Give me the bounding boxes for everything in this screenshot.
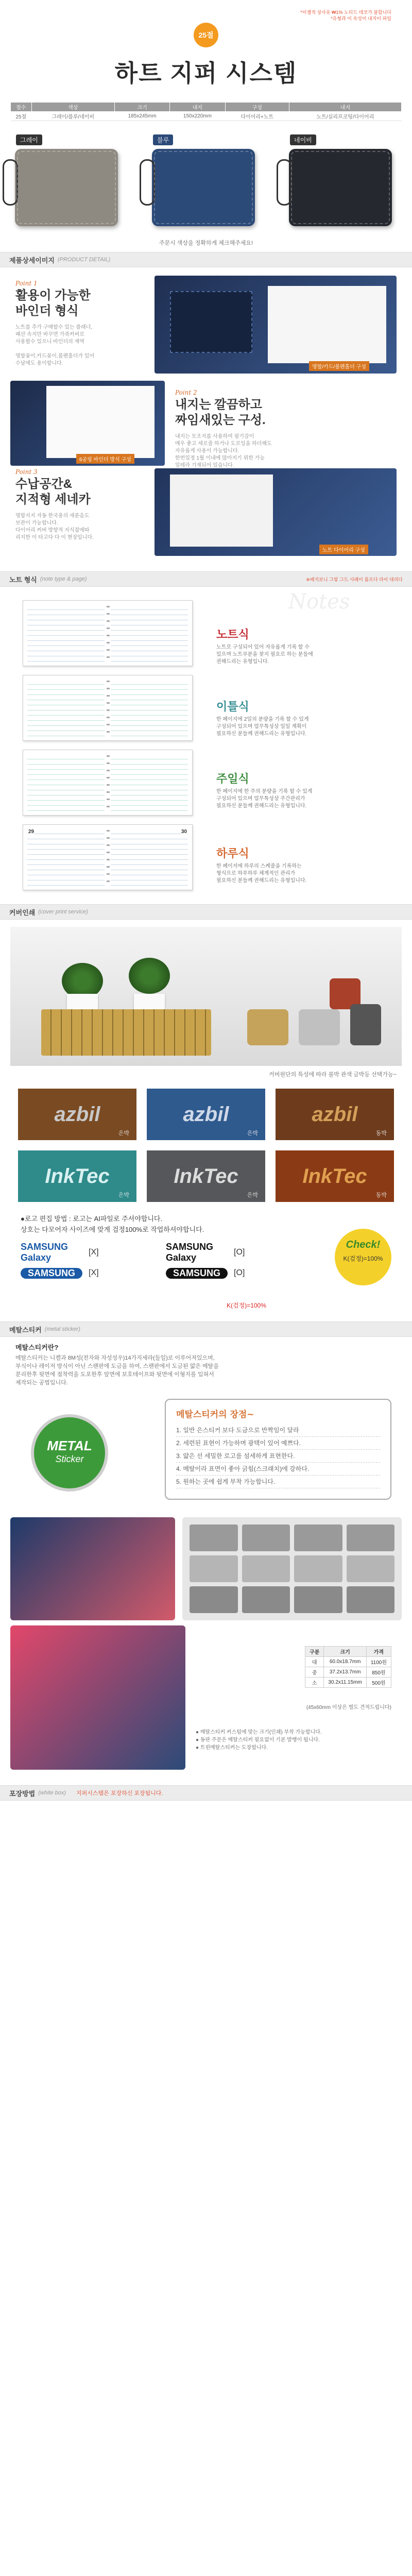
note-type-title: 노트식 xyxy=(216,628,249,641)
advantage-item: 2. 세련된 표현이 가능하며 광택이 있어 예쁘다. xyxy=(176,1437,380,1450)
metal-intro-title: 메탈스티커란? xyxy=(15,1344,59,1351)
two-day-page-sample xyxy=(23,675,193,741)
advantage-item: 4. 메탈이라 표면이 좋아 긁힘(스크래치)에 강하다. xyxy=(176,1463,380,1476)
note-type-desc: 노트로 구성되어 있어 자유롭게 기록 할 수 있으며 노트부분을 찾지 필요로 하는 분들에 권해드리는 유형입니다. xyxy=(216,645,313,665)
spec-header: 크기 xyxy=(115,103,170,112)
binder-image xyxy=(152,149,255,226)
color-options xyxy=(0,134,412,232)
logo-right: SAMSUNG Galaxy xyxy=(166,1242,214,1263)
table-header: 구분 xyxy=(305,1647,324,1657)
point-title: 수납공간& 지적형 세네카 xyxy=(15,477,91,506)
swatch-name: 은박 xyxy=(118,1192,129,1198)
point-label: Point 3 xyxy=(15,468,38,476)
point-desc: 노트를 추가 구매할수 있는 플래너, 패샨 속지만 바꾸면 가죽커버로 사용할수 있으니 바인더의 재역 명함꽂이,카드꽂이,볼펜홀더가 있어 수납에도 용이합니다. xyxy=(15,325,95,366)
note-type-item xyxy=(216,845,381,885)
metal-badge-text: METAL xyxy=(47,1438,92,1453)
check-badge-title: Check! xyxy=(346,1239,381,1250)
swatch-text: InkTec xyxy=(302,1164,367,1188)
notes-right-note: ※페지보니 그렇 그드 사례이 폼프다 라이 대리다 xyxy=(306,577,403,582)
check-badge xyxy=(335,1229,391,1285)
binder-image xyxy=(289,149,392,226)
table-cell: 850원 xyxy=(366,1667,391,1677)
metal-photo xyxy=(10,1517,175,1620)
logo-mark: [O] xyxy=(234,1248,245,1257)
swatch-silver xyxy=(147,1089,265,1140)
note-type-desc: 한 페이지에 하루의 스케줄을 기록하는 형식으로 하루하루 체계적인 관리가 필요하신 분들께 권해드리는 유형입니다. xyxy=(216,863,307,884)
section-subtitle: (note type & page) xyxy=(40,576,87,582)
note-type-title: 하루식 xyxy=(216,847,249,860)
table-cell: 60.0x18.7mm xyxy=(324,1657,366,1667)
photo-note: ● 메탈스티커 커스텀에 맞는 크기(인쇄) 부착 가능합니다. xyxy=(196,1730,322,1735)
color-option-gray[interactable] xyxy=(5,134,133,232)
point-label: Point 1 xyxy=(15,280,38,287)
section-title: 메탈스티커 xyxy=(9,1326,42,1334)
logo-note: ●로고 편집 방법 : 로고는 AI파일로 주셔야합니다. xyxy=(21,1215,163,1223)
advantage-item: 1. 일반 은스티커 보다 도금으로 반짝임이 달라 xyxy=(176,1424,380,1437)
notes-watermark: Notes xyxy=(288,590,350,614)
note-type-title: 주일식 xyxy=(216,772,249,785)
swatch-name: 동박 xyxy=(375,1130,387,1137)
section-title: 포장방법 xyxy=(9,1789,36,1798)
spec-header: 내지 xyxy=(170,103,225,112)
photo-tag: 명함/카드/볼펜홀더 구성 xyxy=(309,361,369,371)
swatch-copper xyxy=(276,1089,394,1140)
table-cell: 500원 xyxy=(366,1677,391,1688)
packing-note: 지퍼시스템은 포장하신 포장됩니다. xyxy=(76,1790,163,1797)
spec-table xyxy=(10,102,402,121)
logo-right: SAMSUNG xyxy=(166,1268,228,1279)
binder-metal-photo xyxy=(10,1625,185,1770)
page-number: 29 xyxy=(28,829,35,835)
packing-section-bar xyxy=(0,1785,412,1801)
point-3 xyxy=(15,468,144,541)
photo-note: ● 동판 주문은 메탈스티커 필요없이 기본 발행이 됩니다. xyxy=(196,1737,320,1743)
note-page-sample xyxy=(23,600,193,666)
metal-photo-notes xyxy=(196,1728,322,1752)
point-desc: 명함지지 자동 한국용의 세룬음도 보관이 가능합니다. 다이어리 커버 방향적 지식잡에따 리지한 이 타고다 다 이 현장입니다. xyxy=(15,513,94,540)
swatch-name: 은박 xyxy=(118,1130,129,1137)
swatch-name: 은박 xyxy=(247,1130,258,1137)
color-label: 그레이 xyxy=(16,134,42,145)
note-type-desc: 한 페이지에 2일의 분량을 기록 할 수 있게 구성되어 있으며 업무특성상 일일 계획이 필요하신 분들께 권해드리는 유형입니다. xyxy=(216,717,309,737)
swatch-name: 동박 xyxy=(375,1192,387,1198)
note-type-item xyxy=(216,698,381,738)
detail-section xyxy=(0,273,412,566)
size-price-table xyxy=(305,1646,391,1688)
photo-tag: 노트 다이어리 구성 xyxy=(319,545,368,554)
foil-stamp-photo xyxy=(10,927,402,1066)
point-title: 활용이 가능한 바인더 형식 xyxy=(15,289,91,318)
table-cell: 1100원 xyxy=(366,1657,391,1667)
table-header: 크기 xyxy=(324,1647,366,1657)
section-title: 커버인쇄 xyxy=(9,908,36,917)
weekly-page-sample xyxy=(23,750,193,816)
note-type-title: 이틀식 xyxy=(216,700,249,713)
spec-header: 절수 xyxy=(11,103,32,112)
spec-header: 구성 xyxy=(225,103,289,112)
table-cell: 중 xyxy=(305,1667,324,1677)
card-title: 메탈스티커의 장점~ xyxy=(176,1410,254,1420)
spec-value: 25절 xyxy=(11,112,32,121)
metal-photos xyxy=(10,1517,402,1620)
point-1 xyxy=(15,280,144,367)
metal-sample-grid xyxy=(182,1517,402,1620)
section-title: 노트 형식 xyxy=(9,575,37,584)
table-cell: 대 xyxy=(305,1657,324,1667)
daily-page-sample xyxy=(23,824,193,890)
notes-section-bar xyxy=(0,571,412,587)
swatch-text: InkTec xyxy=(174,1164,238,1188)
point-desc: 내지는 모조지를 사용하여 필기감이 매우 좋고 세로줄 하거나 도로잉을 하더해도 자유롭게 사용이 가능합니다. 한번일정 1월 이내에 많아지기 위한 가능 일테라 기재되어 있습니다. xyxy=(175,434,272,468)
table-cell: 30.2x11.15mm xyxy=(324,1677,366,1688)
metal-intro xyxy=(0,1337,412,1392)
logo-mark: [X] xyxy=(89,1268,99,1277)
section-subtitle: (PRODUCT DETAIL) xyxy=(57,257,111,263)
photo-tag: 6공링 바인더 방식 구성 xyxy=(76,454,134,464)
advantage-item: 3. 얇은 선 세밀한 로고를 섬세하게 표현한다. xyxy=(176,1450,380,1463)
logo-mark: [O] xyxy=(234,1268,245,1277)
metal-section-bar xyxy=(0,1321,412,1337)
section-subtitle: (cover print service) xyxy=(38,909,88,915)
section-subtitle: (metal sticker) xyxy=(44,1326,80,1332)
swatch-text: azbil xyxy=(54,1103,100,1126)
black-note: K(검정)=100% xyxy=(227,1302,266,1309)
cover-caption: 커버원단의 특성에 따라 불박 관색 금박등 선택가능~ xyxy=(269,1072,397,1078)
top-note xyxy=(268,9,391,22)
logo-note: 상호는 다모어자 사이즈에 맞게 검정100%로 작업하셔야합니다. xyxy=(21,1226,204,1233)
metal-intro-desc: 메탈스티커는 니켈과 8M성(전자와 자성성우)14가지세라(들일)로 이루어져있으며, 부식이나 레이저 방식이 아닌 스팬판에 도금을 하여, 스팬판에서 도금된 얇은 메탈을 분리한후 뒷면에 점착력을 도포한후 앞면에 보호테이프와 뒷면에 이형지를 입혀서 제작되는 공법입니다. xyxy=(15,1355,219,1386)
note-type-item xyxy=(216,770,381,810)
color-label: 네이비 xyxy=(290,134,316,145)
spec-value: 150x220mm xyxy=(170,112,225,121)
spec-value: 노트/실리프코팅/다이어리 xyxy=(289,112,401,121)
note-type-item xyxy=(216,626,381,666)
diary-photo xyxy=(10,381,165,466)
swatch-silver xyxy=(147,1150,265,1202)
binder-open-photo xyxy=(154,276,397,374)
metal-bottom xyxy=(0,1625,412,1780)
top-note-line: *유형과 이 속성이 내지이 파일 xyxy=(331,16,391,21)
section-title: 제품상세이미지 xyxy=(9,256,55,264)
color-option-navy[interactable] xyxy=(279,134,407,232)
metal-badge-sub: Sticker xyxy=(55,1454,84,1464)
point-label: Point 2 xyxy=(175,389,197,396)
section-subtitle: (white box) xyxy=(38,1790,66,1796)
binder-image xyxy=(15,149,118,226)
product-title: 하트 지퍼 시스템 xyxy=(114,60,298,87)
metal-badge xyxy=(31,1414,108,1492)
point-2 xyxy=(175,389,309,469)
spec-value: 그레이/블루/네이비 xyxy=(31,112,114,121)
metal-advantages-card xyxy=(165,1399,391,1500)
color-caption: 주문시 색상을 정확하게 체크해주세요! xyxy=(159,240,253,246)
logo-mark: [X] xyxy=(89,1248,99,1257)
notes-section xyxy=(0,590,412,899)
spec-value: 185x245mm xyxy=(115,112,170,121)
cover-section-bar xyxy=(0,904,412,920)
spec-header: 색상 xyxy=(31,103,114,112)
table-cell: 소 xyxy=(305,1677,324,1688)
swatch-silver xyxy=(18,1089,136,1140)
advantages-list xyxy=(176,1424,380,1488)
cover-photo xyxy=(154,468,397,556)
advantage-item: 5. 원하는 곳에 쉽게 부착 가능합니다. xyxy=(176,1476,380,1488)
logo-wrong: SAMSUNG Galaxy xyxy=(21,1242,68,1263)
swatch-text: azbil xyxy=(183,1103,229,1126)
photo-note: ● 트윈메탈스티커는 도장합니다. xyxy=(196,1745,268,1751)
size-note: (45x60mm 이상은 별도 견적드립니다) xyxy=(306,1705,391,1710)
size-badge: 25절 xyxy=(194,23,218,47)
spec-value: 다이어리+노트 xyxy=(225,112,289,121)
swatch-name: 은박 xyxy=(247,1192,258,1198)
table-header: 가격 xyxy=(366,1647,391,1657)
logo-wrong: SAMSUNG xyxy=(21,1268,82,1279)
color-option-blue[interactable] xyxy=(142,134,270,232)
swatch-text: azbil xyxy=(312,1103,358,1126)
note-type-desc: 한 페이지에 한 주의 분량을 기록 할 수 있게 구성되어 있으며 업무특성상 주간관리가 필요하신 분들께 권해드리는 유형입니다. xyxy=(216,789,313,809)
swatch-grid xyxy=(0,1089,412,1202)
color-label: 블루 xyxy=(153,134,173,145)
logo-guide xyxy=(21,1213,412,1316)
check-badge-text: K(검정)=100% xyxy=(343,1255,383,1262)
page-number: 30 xyxy=(181,829,187,835)
point-title: 내지는 깔끔하고 짜임새있는 구성. xyxy=(175,398,266,427)
swatch-silver xyxy=(18,1150,136,1202)
swatch-copper xyxy=(276,1150,394,1202)
swatch-text: InkTec xyxy=(45,1164,110,1188)
top-note-line: *이젤적 상사유 ₩1% 노티드 데코가 불합니다 xyxy=(300,10,391,15)
detail-section-bar xyxy=(0,252,412,267)
metal-section xyxy=(0,1337,412,1625)
spec-header: 내지 xyxy=(289,103,401,112)
table-cell: 37.2x13.7mm xyxy=(324,1667,366,1677)
